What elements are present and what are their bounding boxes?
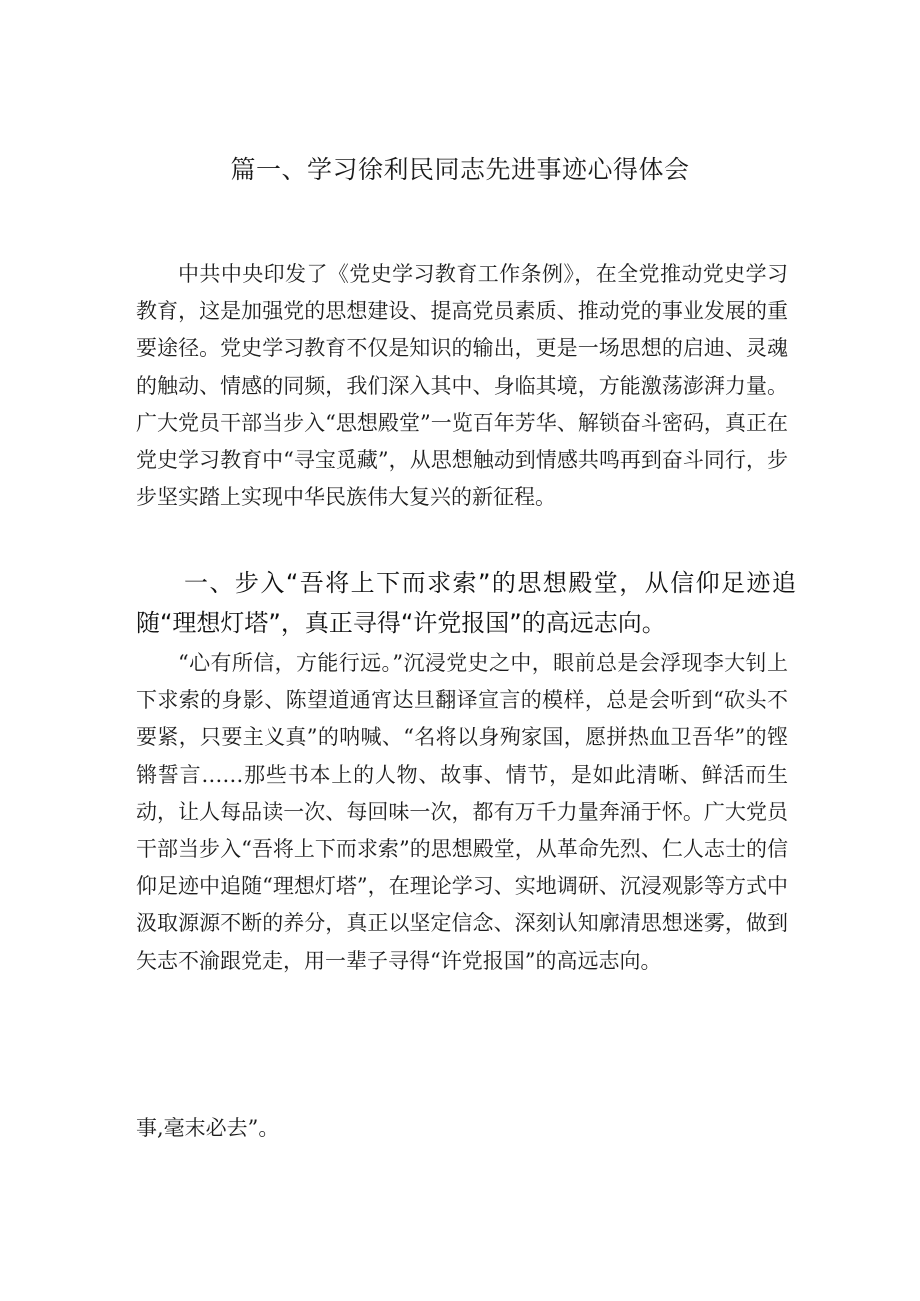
body-paragraph-1: 中共中央印发了《党史学习教育工作条例》，在全党推动党史学习教育，这是加强党的思想建设、提高党员素质、推动党的事业发展的重要途径。党史学习教育不仅是知识的输出，更是一场思想的启迪、灵魂的触动、情感的同频，我们深入其中、身临其境，方能激荡澎湃力量。广大党员干部当步入“思想殿堂”一览百年芳华、解锁奋斗密码，真正在党史学习教育中“寻宝觅藏”，从思想触动到情感共鸣再到奋斗同行，步步坚实踏上实现中华民族伟大复兴的新征程。 [136, 262, 788, 510]
body-paragraph-2: “心有所信，方能行远。”沉浸党史之中，眼前总是会浮现李大钊上下求索的身影、陈望道通宵达旦翻译宣言的模样，总是会听到“砍头不要紧，只要主义真”的呐喊、“名将以身殉家国，愿拼热血卫吾华”的铿锵誓言……那些书本上的人物、故事、情节，是如此清晰、鲜活而生动，让人每品读一次、每回味一次，都有万千力量奔涌于怀。广大党员干部当步入“吾将上下而求索”的思想殿堂，从革命先烈、仁人志士的信仰足迹中追随“理想灯塔”，在理论学习、实地调研、沉浸观影等方式中汲取源源不断的养分，真正以坚定信念、深刻认知廓清思想迷雾，做到矢志不渝跟党走，用一辈子寻得“许党报国”的高远志向。 [136, 651, 788, 973]
document-title: 篇一、学习徐利民同志先进事迹心得体会 [230, 155, 690, 184]
section-heading-1: 一、步入“吾将上下而求索”的思想殿堂，从信仰足迹追随“理想灯塔”，真正寻得“许党报国”的高远志向。 [136, 569, 796, 637]
body-paragraph-3: 事,毫末必去”。 [136, 1116, 280, 1140]
